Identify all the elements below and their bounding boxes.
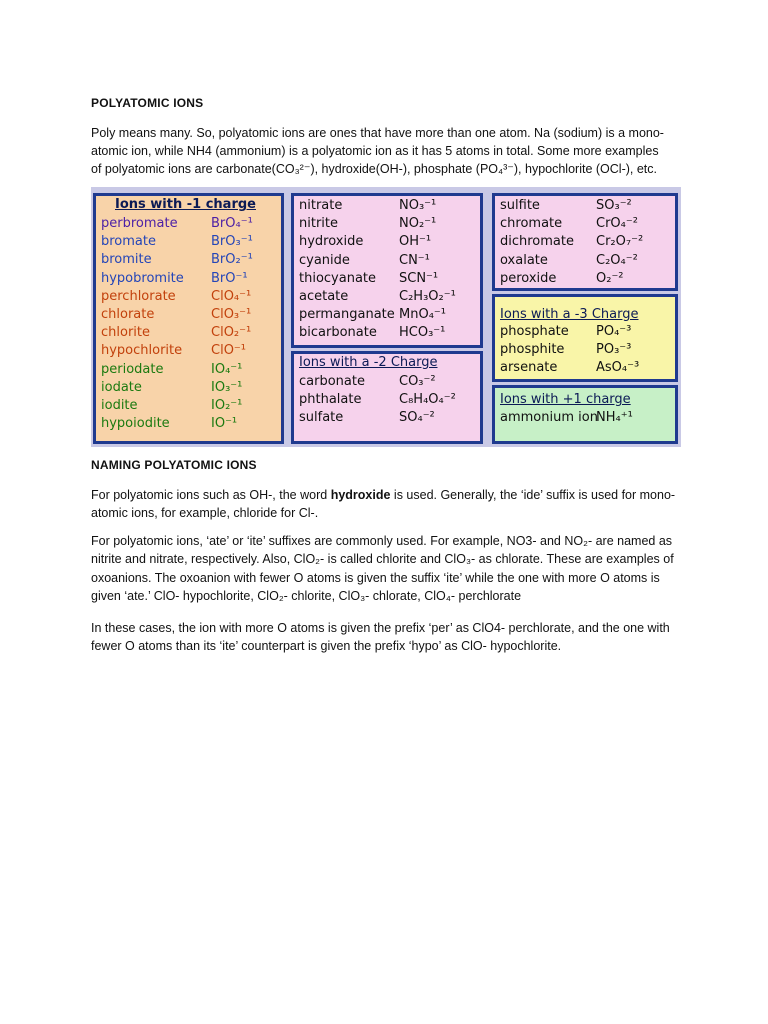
ion-row: [93, 361, 273, 379]
ion-name: nitrate: [299, 198, 343, 213]
ion-name: phthalate: [299, 392, 362, 408]
para2-l4-e: - chlorate, ClO: [365, 589, 446, 603]
para2-l2-b: ₂: [315, 552, 321, 566]
ion-formula: C₂H₃O₂⁻¹: [399, 289, 456, 304]
ion-row: [93, 233, 273, 251]
ion-name: bicarbonate: [299, 325, 377, 341]
ion-row: [93, 324, 273, 342]
ion-name: bromate: [101, 234, 156, 250]
ion-row: [291, 270, 471, 288]
ion-row: [93, 306, 273, 324]
para2-l1-a: For polyatomic ions, ‘ate’ or ‘ite’ suffixes are commonly used. For example, NO3- and NO: [91, 534, 584, 548]
ion-name: perbromate: [101, 216, 178, 231]
ion-formula: ClO₂⁻¹: [211, 325, 252, 341]
ion-formula: HCO₃⁻¹: [399, 325, 446, 341]
para3-line-1: In these cases, the ion with more O atoms is given the prefix ‘per’ as ClO4- perchlorate, and the one with: [91, 621, 670, 635]
intro-phosphate-charge: ₄³⁻: [498, 162, 514, 176]
ion-row: [492, 409, 672, 427]
ion-formula: CrO₄⁻²: [596, 216, 638, 232]
ion-formula: ClO⁻¹: [211, 343, 246, 359]
ion-row: [291, 197, 471, 215]
ion-row: [93, 270, 273, 288]
ion-formula: BrO⁻¹: [211, 270, 248, 286]
ion-formula: PO₄⁻³: [596, 324, 632, 339]
ion-formula: IO₄⁻¹: [211, 361, 243, 377]
ion-name: perchlorate: [101, 288, 176, 304]
intro-carbonate-charge: ₃²⁻: [294, 162, 311, 176]
ion-row: [492, 359, 672, 377]
ion-name: carbonate: [299, 374, 365, 389]
para2-l2-a: nitrite and nitrate, respectively. Also, ClO: [91, 552, 316, 566]
ion-name: dichromate: [500, 234, 574, 250]
intro-text-a: of polyatomic ions are carbonate(CO: [91, 162, 295, 176]
ion-name: chlorite: [101, 325, 151, 341]
para1-text-a: For polyatomic ions such as OH-, the word: [91, 488, 331, 502]
ion-formula: OH⁻¹: [399, 234, 432, 250]
ion-formula: BrO₃⁻¹: [211, 234, 253, 250]
ion-row: [492, 270, 672, 288]
ion-row: [291, 324, 471, 342]
ion-row: [93, 415, 273, 433]
para1-hydroxide-bold: hydroxide: [330, 488, 391, 502]
plus1-header: Ions with +1 charge: [500, 392, 631, 407]
intro-line-2: atomic ion, while NH4 (ammonium) is a polyatomic ion as it has 5 atoms in total. Some more examples: [91, 144, 659, 158]
ion-formula: CN⁻¹: [399, 252, 430, 268]
ion-name: hydroxide: [299, 234, 364, 250]
para2-l2-d: ₃: [465, 552, 472, 566]
para1-text-c: is used. Generally, the ‘ide’ suffix is used for mono-: [390, 488, 676, 502]
ion-formula: AsO₄⁻³: [596, 360, 640, 376]
para2-l2-e: - as chlorate. These are examples of: [471, 552, 674, 566]
ion-name: permanganate: [299, 307, 395, 323]
para1-line-1: [91, 486, 681, 505]
minus3-header: Ions with a -3 Charge: [500, 307, 639, 322]
para3-line-2: fewer O atoms than its ‘ite’ counterpart is given the prefix ‘hypo’ as ClO- hypochlorite.: [91, 639, 562, 653]
ion-formula: PO₃⁻³: [596, 342, 632, 358]
ion-formula: Cr₂O₇⁻²: [596, 234, 644, 250]
ion-name: oxalate: [500, 252, 548, 268]
para1-line-2: atomic ions, for example, chloride for Cl-.: [91, 506, 319, 520]
intro-text-e: ), hypochlorite (OCl-), etc.: [513, 162, 657, 176]
ion-formula: MnO₄⁻¹: [399, 307, 446, 323]
heading-polyatomic-ions: POLYATOMIC IONS: [91, 96, 204, 110]
ion-formula: C₂O₄⁻²: [596, 252, 638, 268]
ion-row: [291, 373, 471, 391]
para2-l4-c: - chlorite, ClO: [283, 589, 361, 603]
ion-name: thiocyanate: [299, 270, 377, 286]
para2-line-3: oxoanions. The oxoanion with fewer O atoms is given the suffix ‘ite’ while the one with more O atoms is: [91, 571, 660, 585]
ion-formula: ClO₄⁻¹: [211, 288, 252, 304]
ion-name: hypochlorite: [101, 343, 183, 359]
ion-row: [93, 251, 273, 269]
ion-formula: SO₃⁻²: [596, 198, 632, 213]
ion-formula: O₂⁻²: [596, 270, 624, 286]
ion-formula: ClO₃⁻¹: [211, 307, 252, 322]
ion-name: iodate: [101, 379, 142, 395]
ion-name: phosphate: [500, 324, 569, 339]
ion-name: sulfite: [500, 198, 540, 213]
ion-name: acetate: [299, 289, 349, 304]
ion-name: phosphite: [500, 342, 565, 358]
ion-name: bromite: [101, 252, 152, 268]
ion-formula: BrO₄⁻¹: [211, 216, 253, 231]
para2-l4-d: ₃: [360, 589, 366, 603]
ion-name: hypobromite: [101, 270, 184, 286]
ion-row: [291, 306, 471, 324]
ion-row: [93, 397, 273, 415]
ion-formula: CO₃⁻²: [399, 374, 436, 389]
heading-naming-polyatomic-ions: NAMING POLYATOMIC IONS: [91, 458, 257, 472]
ion-formula: BrO₂⁻¹: [211, 252, 253, 268]
ion-formula: IO₃⁻¹: [211, 379, 243, 395]
para2-l4-f: ₄: [445, 589, 451, 603]
ion-row: [492, 197, 672, 215]
ion-formula: IO₂⁻¹: [211, 398, 243, 413]
ion-formula: NH₄⁺¹: [596, 410, 633, 425]
ion-row: [291, 252, 471, 270]
ion-name: hypoiodite: [101, 416, 170, 432]
ion-row: [492, 341, 672, 359]
para2-line-4: [91, 587, 681, 606]
ion-row: [291, 233, 471, 251]
polyatomic-ion-chart: [91, 187, 681, 447]
ion-row: [291, 215, 471, 233]
intro-text-c: ), hydroxide(OH-), phosphate (PO: [310, 162, 499, 176]
ion-name: nitrite: [299, 216, 338, 232]
ion-formula: SO₄⁻²: [399, 410, 435, 426]
ion-row: [492, 252, 672, 270]
intro-line-3: [91, 160, 681, 179]
ion-name: peroxide: [500, 270, 557, 286]
ion-name: chlorate: [101, 307, 155, 322]
ion-row: [291, 409, 471, 427]
ion-name: cyanide: [299, 252, 350, 268]
minus2-header: Ions with a -2 Charge: [299, 355, 438, 370]
ion-row: [492, 215, 672, 233]
minus1-header: Ions with -1 charge: [115, 197, 256, 212]
para2-line-1: [91, 532, 681, 551]
intro-line-1: Poly means many. So, polyatomic ions are ones that have more than one atom. Na (sodium) is a mono-: [91, 126, 664, 140]
para2-l1-c: - are named as: [587, 534, 673, 548]
ion-name: periodate: [101, 361, 164, 377]
ion-row: [492, 323, 672, 341]
para2-l4-g: - perchlorate: [450, 589, 522, 603]
ion-formula: NO₃⁻¹: [399, 198, 437, 213]
ion-name: ammonium ion: [500, 410, 598, 425]
para2-l1-b: ₂: [583, 534, 588, 548]
para2-l4-a: given ‘ate.’ ClO- hypochlorite, ClO: [91, 589, 279, 603]
ion-row: [93, 288, 273, 306]
ion-formula: SCN⁻¹: [399, 270, 439, 286]
ion-formula: NO₂⁻¹: [399, 216, 437, 232]
ion-name: chromate: [500, 216, 563, 232]
ion-row: [492, 233, 672, 251]
para2-line-2: [91, 550, 681, 569]
ion-name: sulfate: [299, 410, 344, 426]
ion-row: [291, 391, 471, 409]
para2-l4-b: ₂: [278, 589, 284, 603]
ion-row: [93, 342, 273, 360]
ion-formula: C₈H₄O₄⁻²: [399, 392, 456, 408]
ion-name: arsenate: [500, 360, 558, 376]
ion-row: [291, 288, 471, 306]
ion-formula: IO⁻¹: [211, 416, 238, 432]
ion-row: [93, 215, 273, 233]
ion-name: iodite: [101, 398, 138, 413]
para2-l2-c: - is called chlorite and ClO: [320, 552, 466, 566]
ion-row: [93, 379, 273, 397]
